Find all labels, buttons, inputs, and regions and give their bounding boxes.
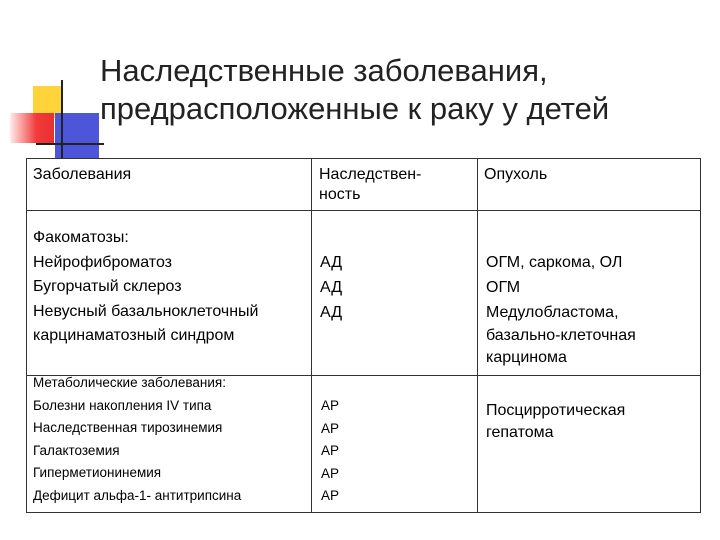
list-item: АР (321, 465, 340, 481)
header-inheritance-line-2: ность (319, 186, 361, 203)
row2-tumor-cell (478, 376, 701, 513)
list-item: АД (320, 279, 343, 296)
header-diseases-label: Заболевания (33, 166, 132, 183)
row2-inheritance-list (321, 395, 339, 508)
list-item: АД (320, 304, 343, 321)
header-tumor-label: Опухоль (484, 166, 548, 183)
row1-diseases-list (33, 226, 258, 349)
list-item: ОГМ, саркома, ОЛ (486, 254, 623, 271)
list-item: Гиперметионинемия (33, 465, 162, 480)
slide-title (100, 52, 710, 128)
deco-red-square (10, 113, 54, 143)
row1-tumor-list (486, 250, 636, 369)
list-item: базально-клеточная (486, 327, 636, 344)
list-item: АР (321, 398, 340, 413)
row2-tumor-list (486, 400, 625, 444)
list-item: АД (320, 254, 343, 271)
list-item: АР (321, 443, 340, 458)
list-item: Болезни накопления IV типа (33, 397, 212, 413)
list-item: Метаболические заболевания: (33, 375, 226, 390)
list-item: Нейрофиброматоз (33, 253, 172, 271)
list-item: Наследственная тирозинемия (33, 420, 223, 435)
list-item: Медулобластома, (486, 304, 619, 321)
list-item: Дефицит альфа-1- антитрипсина (33, 487, 242, 503)
table-header-row (27, 159, 701, 211)
list-item: Посцирротическая (486, 402, 626, 419)
header-inheritance-line-1: Наследствен- (319, 166, 422, 183)
list-item: карцинома (486, 349, 567, 366)
list-item: гепатома (486, 424, 554, 441)
list-item: Факоматозы: (33, 229, 129, 246)
slide-title-line-1: Наследственные заболевания, (100, 53, 548, 88)
list-item: Бугорчатый склероз (33, 278, 182, 295)
list-item: АР (321, 420, 340, 436)
header-cell-inheritance (312, 159, 478, 211)
header-cell-diseases (27, 159, 312, 211)
header-cell-tumor (478, 159, 701, 211)
list-item: Невусный базальноклеточный (33, 302, 259, 320)
deco-horizontal-line (36, 143, 104, 145)
list-item: карцинаматозный синдром (33, 327, 235, 344)
row2-diseases-list (33, 372, 241, 507)
list-item: ОГМ (486, 279, 521, 296)
list-item: АР (321, 488, 340, 503)
list-item: Галактоземия (33, 442, 120, 458)
deco-vertical-line (61, 80, 63, 158)
row1-inheritance-list (320, 250, 342, 325)
slide-title-line-2: предрасположенные к раку у детей (100, 91, 610, 126)
